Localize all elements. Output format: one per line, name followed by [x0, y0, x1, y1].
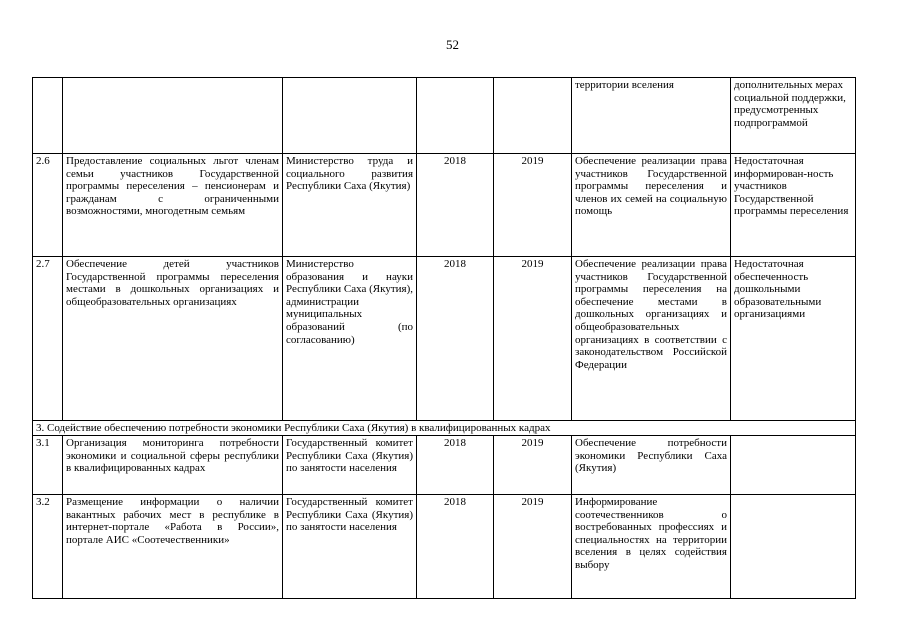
executor-cell: [283, 78, 417, 154]
result-cell: Обеспечение потребности экономики Республики Саха (Якутия): [572, 436, 731, 495]
result-cell: Обеспечение реализации права участников Государственной программы переселения на обеспечение местами в дошкольных организациях и общеобразовательных организациях в соответствии с законодательством Российской Федерации: [572, 257, 731, 421]
row-number: 2.6: [33, 154, 63, 257]
measure-cell: Обеспечение детей участников Государственной программы переселения местами в дошкольных организациях и общеобразовательных организациях: [63, 257, 283, 421]
risk-cell: Недостаточная обеспеченность дошкольными образовательными организациями: [731, 257, 856, 421]
measures-table: [32, 77, 856, 599]
table-row: [33, 257, 856, 421]
measure-cell: Организация мониторинга потребности экономики и социальной сферы республики в квалифицированных кадрах: [63, 436, 283, 495]
risk-cell: дополнительных мерах социальной поддержки, предусмотренных подпрограммой: [731, 78, 856, 154]
start-year-cell: 2018: [417, 154, 494, 257]
measure-cell: Размещение информации о наличии вакантных рабочих мест в республике в интернет-портале «Работа в России», портале АИС «Соотечественники»: [63, 495, 283, 599]
start-year-cell: [417, 78, 494, 154]
executor-cell: Министерство образования и науки Республики Саха (Якутия), администрации муниципальных образований (по согласованию): [283, 257, 417, 421]
executor-cell: Государственный комитет Республики Саха (Якутия) по занятости населения: [283, 495, 417, 599]
risk-cell: [731, 495, 856, 599]
start-year-cell: 2018: [417, 495, 494, 599]
row-number: 3.2: [33, 495, 63, 599]
row-number: [33, 78, 63, 154]
risk-cell: [731, 436, 856, 495]
section-row: [33, 421, 856, 436]
start-year-cell: 2018: [417, 436, 494, 495]
risk-cell: Недостаточная информирован-ность участников Государственной программы переселения: [731, 154, 856, 257]
end-year-cell: 2019: [494, 154, 572, 257]
table-row: [33, 154, 856, 257]
row-number: 2.7: [33, 257, 63, 421]
table-row: [33, 78, 856, 154]
row-number: 3.1: [33, 436, 63, 495]
table-row: [33, 495, 856, 599]
measure-cell: Предоставление социальных льгот членам семьи участников Государственной программы переселения – пенсионерам и гражданам с ограниченными возможностями, многодетным семьям: [63, 154, 283, 257]
executor-cell: Министерство труда и социального развития Республики Саха (Якутия): [283, 154, 417, 257]
end-year-cell: 2019: [494, 495, 572, 599]
end-year-cell: [494, 78, 572, 154]
result-cell: Обеспечение реализации права участников Государственной программы переселения и членов их семей на социальную помощь: [572, 154, 731, 257]
end-year-cell: 2019: [494, 436, 572, 495]
result-cell: Информирование соотечественников о востребованных профессиях и специальностях на территории вселения в целях содействия выбору: [572, 495, 731, 599]
page-number: 52: [446, 37, 459, 52]
result-cell: территории вселения: [572, 78, 731, 154]
executor-cell: Государственный комитет Республики Саха (Якутия) по занятости населения: [283, 436, 417, 495]
table-row: [33, 436, 856, 495]
end-year-cell: 2019: [494, 257, 572, 421]
measure-cell: [63, 78, 283, 154]
section-title: 3. Содействие обеспечению потребности экономики Республики Саха (Якутия) в квалифицированных кадрах: [33, 421, 856, 436]
start-year-cell: 2018: [417, 257, 494, 421]
